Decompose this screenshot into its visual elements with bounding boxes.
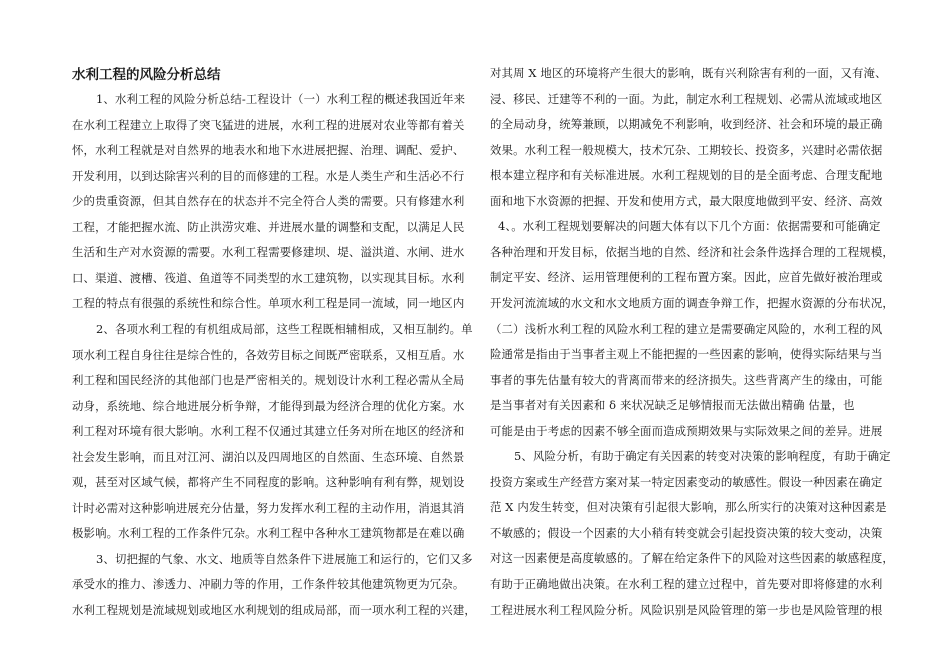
text-line: 险通常是指由于当事者主观上不能把握的一些因素的影响，使得实际结果与当 <box>490 347 883 362</box>
text-line: 在水利工程建立上取得了突飞猛进的进展，水利工程的进展对农业等都有着关 <box>72 117 465 132</box>
text-line: 5、风险分析，有助于确定有关因素的转变对决策的影响程度，有助于确定 <box>514 449 891 464</box>
text-line: 浸、移民、迁建等不利的一面。为此，制定水利工程规划、必需从流域或地区 <box>490 91 883 106</box>
text-line: 各种治理和开发目标，依据当地的自然、经济和社会条件选择合理的工程规模， <box>490 244 894 259</box>
document-title: 水利工程的风险分析总结 <box>72 67 221 83</box>
text-line: 开发利用，以到达除害兴利的目的而修建的工程。水是人类生产和生活必不行 <box>72 168 465 183</box>
text-line: 动身，系统地、综合地进展分析争辩，才能得到最为经济合理的优化方案。水 <box>72 398 465 413</box>
text-line: 范 X 内发生转变，但对决策有引起很大影响，那么所实行的决策对这种因素是 <box>490 500 887 515</box>
text-line: 利工程和国民经济的其他部门也是严密相关的。规划设计水利工程必需从全局 <box>72 373 465 388</box>
text-line: 有助于正确地做出决策。在水利工程的建立过程中，首先要对即将修建的水利 <box>490 577 883 591</box>
text-line: 的全局动身，统筹兼顾，以期减免不利影响，收到经济、社会和环境的最正确 <box>490 117 883 132</box>
text-line: 承受水的推力、渗透力、冲刷力等的作用，工作条件较其他建筑物更为冗杂。 <box>72 577 465 592</box>
text-line: 观，甚至对区域气候，都将产生不同程度的影响。这种影响有利有弊，规划设 <box>72 475 465 490</box>
text-line: 对其周 X 地区的环境将产生很大的影响，既有兴利除害有利的一面，又有淹、 <box>490 66 887 80</box>
text-line: 不敏感的；假设一个因素的大小稍有转变就会引起投资决策的较大变动，决策 <box>490 525 883 540</box>
text-line: 根本建立程序和有关标准进展。水利工程规划的目的是全面考虑、合理支配地 <box>490 168 883 183</box>
text-line: 2、各项水利工程的有机组成局部，这些工程既相辅相成，又相互制约。单 <box>96 321 473 336</box>
text-line: 3、切把握的气象、水文、地质等自然条件下进展施工和运行的，它们又多 <box>96 551 473 566</box>
text-line: 4、。水利工程规划要解决的问题大体有以下几个方面：依据需要和可能确定 <box>498 219 881 234</box>
text-line: 工程，才能把握水流、防止洪涝灾难、并进展水量的调整和支配，以满足人民 <box>72 219 465 234</box>
text-line: 极影响。水利工程的工作条件冗杂。水利工程中各种水工建筑物都是在难以确 <box>72 526 465 541</box>
text-line: 口、渠道、渡槽、筏道、鱼道等不同类型的水工建筑物，以实现其目标。水利 <box>72 270 465 285</box>
text-line: 工程的特点有很强的系统性和综合性。单项水利工程是同一流域，同一地区内 <box>72 296 465 311</box>
text-line: 生活和生产对水资源的需要。水利工程需要修建坝、堤、溢洪道、水闸、进水 <box>72 245 465 260</box>
text-line: 制定平安、经济、运用管理便利的工程布置方案。因此，应首先做好被治理或 <box>490 270 883 285</box>
text-line: 社会发生影响，而且对江河、湖泊以及四周地区的自然面、生态环境、自然景 <box>72 449 465 464</box>
text-line: 可能是由于考虑的因素不够全面而造成预期效果与实际效果之间的差异。进展 <box>490 423 883 438</box>
text-line: 工程进展水利工程风险分析。风险识别是风险管理的第一步也是风险管理的根 <box>490 602 883 617</box>
text-line: 事者的事先估量有较大的背离而带来的经济损失。这些背离产生的缘由，可能 <box>490 372 883 387</box>
text-line: （二）浅析水利工程的风险水利工程的建立是需要确定风险的，水利工程的风 <box>490 321 883 336</box>
text-line: 1、水利工程的风险分析总结-工程设计（一）水利工程的概述我国近年来 <box>96 92 466 106</box>
text-line: 效果。水利工程一般规模大，技术冗杂、工期较长、投资多，兴建时必需依据 <box>490 142 883 157</box>
text-line: 水利工程规划是流域规划或地区水利规划的组成局部，而一项水利工程的兴建， <box>72 603 476 617</box>
text-line: 投资方案或生产经营方案对某一特定因素变动的敏感性。假设一种因素在确定 <box>490 474 883 489</box>
text-line: 少的贵重资源，但其自然存在的状态并不完全符合人类的需要。只有修建水利 <box>72 194 465 209</box>
text-line: 利工程对环境有很大影响。水利工程不仅通过其建立任务对所在地区的经济和 <box>72 424 465 439</box>
text-line: 开发河流流域的水文和水文地质方面的调查争辩工作，把握水资源的分布状况， <box>490 295 894 310</box>
text-line: 计时必需对这种影响进展充分估量，努力发挥水利工程的主动作用，消退其消 <box>72 500 465 515</box>
text-line: 对这一因素便是高度敏感的。了解在给定条件下的风险对这些因素的敏感程度， <box>490 551 894 566</box>
text-line: 面和地下水资源的把握、开发和使用方式，最大限度地做到平安、经济、高效 <box>490 193 883 208</box>
text-line: 项水利工程自身往往是综合性的，各效劳目标之间既严密联系，又相互盾。水 <box>72 347 465 362</box>
text-line: 怀，水利工程就是对自然界的地表水和地下水进展把握、治理、调配、爱护、 <box>72 143 465 158</box>
text-line: 是当事者对有关因素和 δ 来状况缺乏足够情报而无法做出精确 估量，也 <box>490 398 855 413</box>
